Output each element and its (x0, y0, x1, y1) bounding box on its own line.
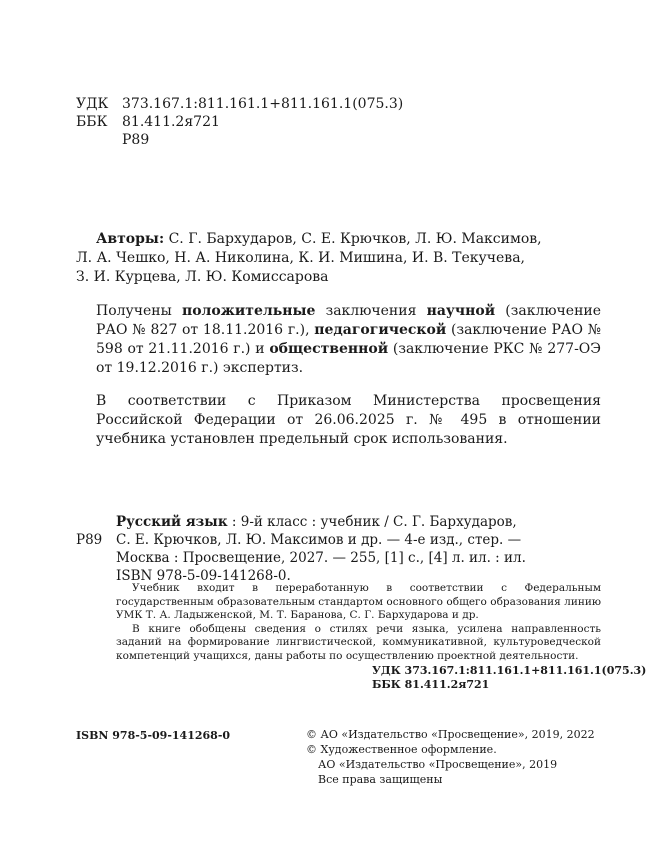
authors-line-3: З. И. Курцева, Л. Ю. Комиссарова (76, 269, 329, 285)
copyright-line-2: © Художественное оформление. (306, 743, 497, 756)
catalog-line-1: : 9-й класс : учебник / С. Г. Бархударов, (227, 514, 517, 530)
order-paragraph (76, 392, 601, 449)
footer-isbn: ISBN 978-5-09-141268-0 (76, 729, 231, 742)
authors-line-2: Л. А. Чешко, Н. А. Николина, К. И. Мишина, И. В. Текучева, (76, 250, 525, 266)
udk-label: УДК (76, 96, 109, 112)
reviews-text-5: (заключение РКС № 277-ОЭ от 19.12.2016 г.) экспертиз. (96, 341, 602, 376)
catalog-record (76, 513, 601, 585)
udk-value: 373.167.1:811.161.1+811.161.1(075.3) (122, 96, 404, 112)
bbk-value: 81.411.2я721 (122, 114, 220, 130)
bottom-udk: УДК 373.167.1:811.161.1+811.161.1(075.3) (372, 664, 647, 677)
book-title: Русский язык (116, 514, 228, 530)
annotation-paragraph-1: Учебник входит в переработанную в соответствии с Федеральным государственным образовательным стандартом основного общего образования линию УМК Т. А. Ладыженской, М. Т. Баранова, С. Г. Бархударова и др. (116, 582, 601, 621)
bottom-classification (372, 664, 646, 692)
reviews-text-4: (заключение РАО № 598 от 21.11.2016 г.) и (96, 322, 601, 357)
annotation (116, 582, 601, 663)
catalog-isbn: ISBN 978-5-09-141268-0. (116, 568, 291, 584)
reviews-bold-3: педагогической (314, 322, 447, 338)
catalog-line-2: С. Е. Крючков, Л. Ю. Максимов и др. — 4-е изд., стер. — (116, 532, 522, 548)
copyright-line-3: АО «Издательство «Просвещение», 2019 (318, 758, 558, 771)
authors-block (76, 230, 601, 287)
reviews-text-2: заключения (315, 303, 427, 319)
reviews-text-3: (заключение РАО № 827 от 18.11.2016 г.), (96, 303, 602, 338)
authors-label: Авторы: (96, 231, 165, 247)
top-classification (76, 95, 403, 149)
reviews-bold-2: научной (426, 303, 496, 319)
author-mark: Р89 (122, 132, 150, 148)
bottom-bbk: ББК 81.411.2я721 (372, 678, 490, 691)
bbk-label: ББК (76, 114, 108, 130)
catalog-line-3: Москва : Просвещение, 2027. — 255, [1] с., [4] л. ил. : ил. (116, 550, 526, 566)
reviews-bold-4: общественной (269, 341, 389, 357)
authors-line-1: С. Г. Бархударов, С. Е. Крючков, Л. Ю. Максимов, (168, 231, 542, 247)
reviews-bold-1: положительные (181, 303, 316, 319)
catalog-author-mark: Р89 (76, 532, 103, 548)
copyright-notices (306, 727, 595, 787)
annotation-paragraph-2: В книге обобщены сведения о стилях речи языка, усилена направленность заданий на формирование лингвистической, коммуникативной, культуроведческой компетенций учащихся, даны работы по осуществлению проектной деятельности. (116, 622, 601, 662)
copyright-line-4: Все права защищены (318, 773, 443, 786)
reviews-paragraph (76, 302, 601, 378)
reviews-text-1: Получены (96, 303, 182, 319)
order-text: В соответствии с Приказом Министерства просвещения Российской Федерации от 26.06.2025 г. № 495 в отношении учебника установлен предельный срок использования. (96, 393, 601, 447)
copyright-line-1: © АО «Издательство «Просвещение», 2019, 2022 (306, 728, 595, 741)
